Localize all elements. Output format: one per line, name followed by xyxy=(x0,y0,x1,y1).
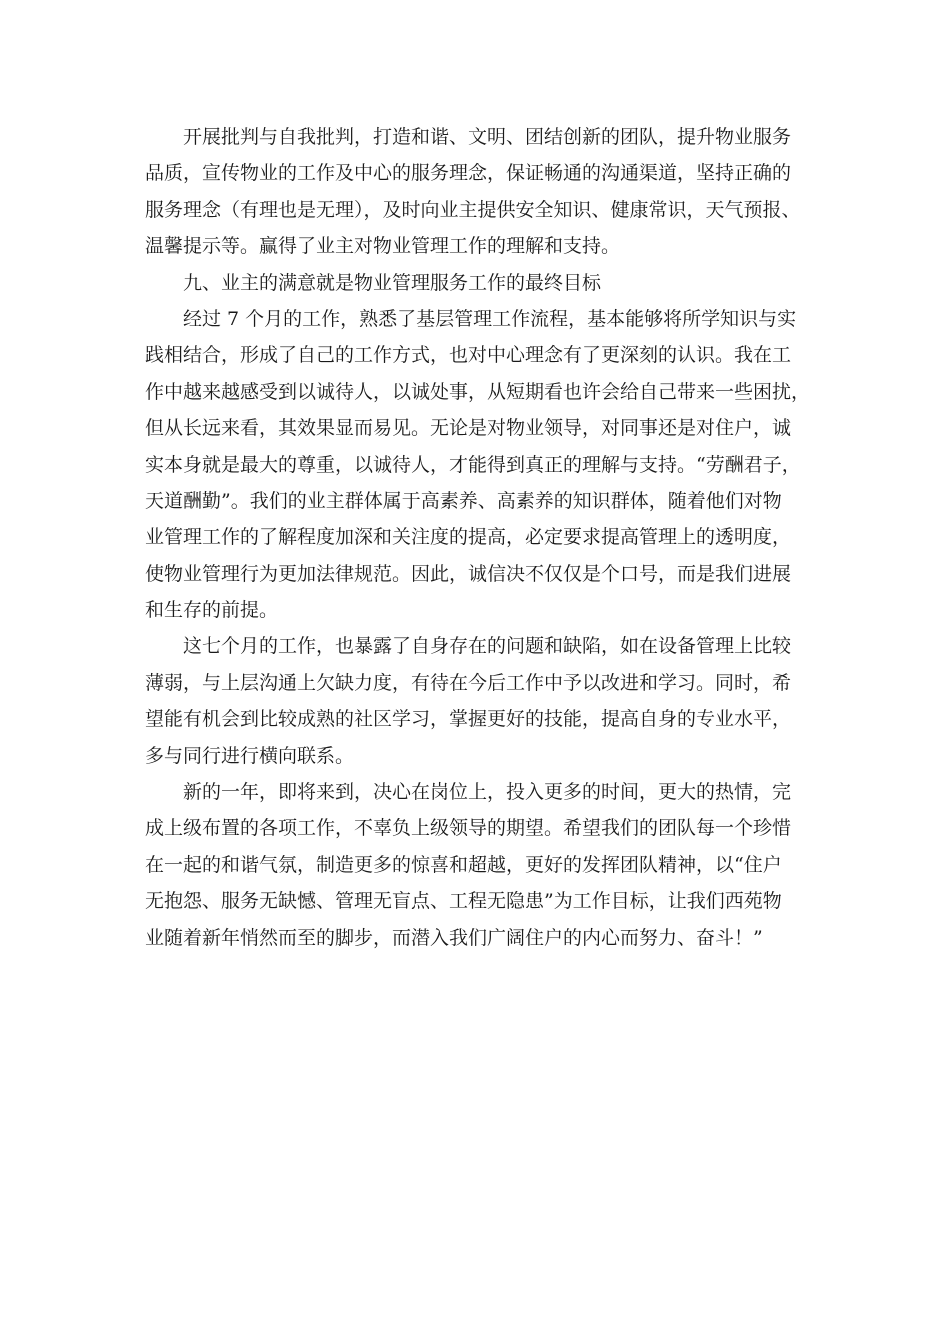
paragraph-line: 和生存的前提。 xyxy=(145,599,279,622)
paragraph-line: 经过 7 个月的工作，熟悉了基层管理工作流程，基本能够将所学知识与实 xyxy=(183,307,797,330)
paragraph-line: 这七个月的工作，也暴露了自身存在的问题和缺陷，如在设备管理上比较 xyxy=(183,635,792,658)
paragraph-line: 开展批判与自我批判，打造和谐、文明、团结创新的团队，提升物业服务 xyxy=(183,126,792,148)
paragraph-line: 多与同行进行横向联系。 xyxy=(145,744,355,767)
paragraph-line: 作中越来越感受到以诚待人，以诚处事，从短期看也许会给自己带来一些困扰， xyxy=(145,380,811,403)
document-body xyxy=(145,119,811,956)
section-heading: 九、业主的满意就是物业管理服务工作的最终目标 xyxy=(183,271,602,294)
paragraph-line: 无抱怨、服务无缺憾、管理无盲点、工程无隐患”为工作目标，让我们西苑物 xyxy=(145,890,782,913)
paragraph-line: 践相结合，形成了自己的工作方式，也对中心理念有了更深刻的认识。我在工 xyxy=(145,344,792,367)
paragraph-line: 实本身就是最大的尊重，以诚待人，才能得到真正的理解与支持。“劳酬君子， xyxy=(145,453,801,476)
paragraph-line: 品质，宣传物业的工作及中心的服务理念，保证畅通的沟通渠道，坚持正确的 xyxy=(145,162,792,185)
paragraph-line: 新的一年，即将来到，决心在岗位上，投入更多的时间，更大的热情，完 xyxy=(183,781,792,804)
paragraph-line: 但从长远来看，其效果显而易见。无论是对物业领导，对同事还是对住户，诚 xyxy=(145,417,792,440)
paragraph-line: 业管理工作的了解程度加深和关注度的提高，必定要求提高管理上的透明度， xyxy=(145,526,792,549)
paragraph-line: 使物业管理行为更加法律规范。因此，诚信决不仅仅是个口号，而是我们进展 xyxy=(145,562,792,585)
paragraph-line: 服务理念（有理也是无理），及时向业主提供安全知识、健康常识，天气预报、 xyxy=(145,198,801,221)
paragraph-line: 温馨提示等。赢得了业主对物业管理工作的理解和支持。 xyxy=(145,235,621,258)
paragraph-line: 天道酬勤”。我们的业主群体属于高素养、高素养的知识群体，随着他们对物 xyxy=(145,489,782,512)
paragraph-line: 业随着新年悄然而至的脚步，而潜入我们广阔住户的内心而努力、奋斗！” xyxy=(145,926,763,949)
paragraph-line: 成上级布置的各项工作，不辜负上级领导的期望。希望我们的团队每一个珍惜 xyxy=(145,817,792,840)
paragraph-line: 望能有机会到比较成熟的社区学习，掌握更好的技能，提高自身的专业水平， xyxy=(145,708,792,731)
paragraph-line: 薄弱，与上层沟通上欠缺力度，有待在今后工作中予以改进和学习。同时，希 xyxy=(145,671,792,694)
paragraph-line: 在一起的和谐气氛，制造更多的惊喜和超越，更好的发挥团队精神，以“住户 xyxy=(145,853,782,876)
